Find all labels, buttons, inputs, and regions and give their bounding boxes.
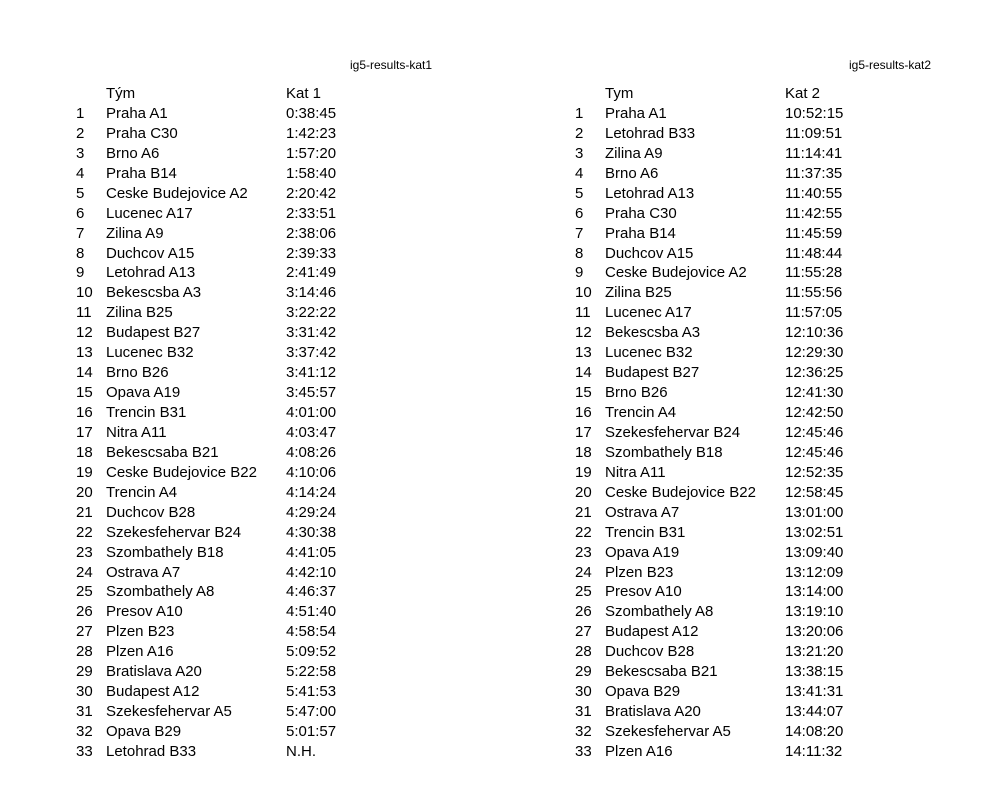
time-cell: 3:22:22: [286, 304, 337, 322]
rank-cell: 3: [76, 144, 85, 162]
time-cell: 12:41:30: [785, 384, 844, 402]
team-cell: Plzen A16: [605, 742, 673, 760]
time-cell: 4:30:38: [286, 523, 337, 541]
team-cell: Lucenec B32: [106, 344, 194, 362]
time-cell: 12:58:45: [785, 483, 844, 501]
time-cell: 11:40:55: [785, 184, 843, 202]
rank-cell: 14: [76, 364, 93, 382]
time-cell: 2:33:51: [286, 204, 337, 222]
time-cell: 5:22:58: [286, 663, 337, 681]
rank-cell: 1: [575, 104, 584, 122]
time-cell: 13:12:09: [785, 563, 844, 581]
time-cell: 3:31:42: [286, 324, 337, 342]
rank-cell: 24: [575, 563, 592, 581]
team-cell: Szekesfehervar A5: [106, 703, 232, 721]
time-cell: 11:45:59: [785, 224, 843, 242]
team-cell: Trencin B31: [605, 523, 686, 541]
time-cell: 2:38:06: [286, 224, 337, 242]
team-cell: Bekescsba A3: [106, 284, 202, 302]
team-cell: Ostrava A7: [605, 503, 680, 521]
rank-cell: 28: [575, 643, 592, 661]
time-cell: 3:45:57: [286, 384, 337, 402]
rank-cell: 21: [76, 503, 93, 521]
time-cell: 13:09:40: [785, 543, 844, 561]
time-cell: 4:03:47: [286, 423, 337, 441]
rank-cell: 25: [76, 583, 93, 601]
rank-cell: 24: [76, 563, 93, 581]
rank-cell: 7: [76, 224, 85, 242]
rank-cell: 26: [575, 603, 592, 621]
rank-cell: 13: [76, 344, 93, 362]
rank-cell: 22: [76, 523, 93, 541]
rank-cell: 4: [575, 164, 584, 182]
team-cell: Bekescsaba B21: [106, 443, 219, 461]
sheet-label-kat1: ig5-results-kat1: [350, 58, 433, 72]
team-cell: Ceske Budejovice A2: [605, 264, 747, 282]
team-cell: Letohrad A13: [106, 264, 196, 282]
rank-cell: 28: [76, 643, 93, 661]
time-cell: 11:55:56: [785, 284, 843, 302]
rank-cell: 9: [76, 264, 85, 282]
team-cell: Opava B29: [106, 723, 182, 740]
team-cell: Praha B14: [605, 224, 676, 242]
time-cell: 11:55:28: [785, 264, 843, 282]
team-cell: Letohrad B33: [106, 742, 197, 760]
rank-cell: 32: [575, 723, 592, 740]
rank-cell: 18: [76, 443, 93, 461]
rank-cell: 25: [575, 583, 592, 601]
time-cell: 4:41:05: [286, 543, 337, 561]
time-cell: 4:14:24: [286, 483, 337, 501]
team-cell: Budapest A12: [605, 623, 699, 641]
time-cell: 12:45:46: [785, 423, 844, 441]
rank-cell: 10: [76, 284, 93, 302]
rank-cell: 5: [76, 184, 85, 202]
rank-cell: 12: [575, 324, 592, 342]
time-cell: 4:29:24: [286, 503, 337, 521]
rank-cell: 33: [575, 742, 592, 760]
time-cell: 13:01:00: [785, 503, 844, 521]
team-cell: Budapest A12: [106, 683, 200, 701]
time-cell: 13:20:06: [785, 623, 844, 641]
team-cell: Nitra A11: [605, 463, 666, 481]
team-cell: Szombathely A8: [605, 603, 714, 621]
team-cell: Ceske Budejovice A2: [106, 184, 248, 202]
team-cell: Plzen B23: [106, 623, 175, 641]
time-cell: 11:09:51: [785, 124, 843, 142]
team-cell: Bratislava A20: [106, 663, 202, 681]
time-cell: 0:38:45: [286, 104, 337, 122]
team-cell: Praha C30: [605, 204, 677, 222]
time-cell: 13:38:15: [785, 663, 844, 681]
time-cell: 14:08:20: [785, 723, 844, 740]
time-cell: 11:57:05: [785, 304, 843, 322]
team-cell: Brno A6: [605, 164, 659, 182]
sheet-label-kat2: ig5-results-kat2: [849, 58, 932, 72]
time-cell: 12:10:36: [785, 324, 844, 342]
team-cell: Opava A19: [106, 384, 181, 402]
rank-cell: 2: [76, 124, 85, 142]
team-cell: Zilina B25: [106, 304, 173, 322]
rank-cell: 11: [575, 304, 591, 322]
rank-cell: 27: [76, 623, 93, 641]
rank-cell: 3: [575, 144, 584, 162]
team-cell: Budapest B27: [106, 324, 201, 342]
team-cell: Brno B26: [106, 364, 169, 382]
team-cell: Bratislava A20: [605, 703, 701, 721]
rank-cell: 17: [76, 423, 93, 441]
team-cell: Opava B29: [605, 683, 681, 701]
rank-cell: 12: [76, 324, 93, 342]
rank-cell: 30: [575, 683, 592, 701]
team-cell: Ceske Budejovice B22: [605, 483, 756, 501]
team-cell: Trencin B31: [106, 404, 187, 421]
time-cell: 12:45:46: [785, 443, 844, 461]
team-cell: Trencin A4: [106, 483, 178, 501]
rank-cell: 2: [575, 124, 584, 142]
time-cell: 4:01:00: [286, 404, 337, 421]
time-cell: 3:37:42: [286, 344, 337, 362]
team-cell: Presov A10: [106, 603, 183, 621]
time-cell: 3:41:12: [286, 364, 337, 382]
time-cell: 1:57:20: [286, 144, 337, 162]
time-cell: 11:42:55: [785, 204, 843, 222]
header-time-cell: Kat 2: [785, 85, 821, 102]
team-cell: Duchcov B28: [106, 503, 196, 521]
header-time-cell: Kat 1: [286, 85, 322, 102]
rank-cell: 23: [575, 543, 592, 561]
team-cell: Duchcov A15: [605, 244, 694, 262]
time-cell: 2:41:49: [286, 264, 337, 282]
team-cell: Praha C30: [106, 124, 178, 142]
time-cell: 4:10:06: [286, 463, 337, 481]
rank-cell: 7: [575, 224, 584, 242]
team-cell: Szekesfehervar B24: [605, 423, 741, 441]
time-cell: 13:44:07: [785, 703, 844, 721]
rank-cell: 32: [76, 723, 93, 740]
team-cell: Plzen A16: [106, 643, 174, 661]
rank-cell: 8: [76, 244, 85, 262]
time-cell: 4:42:10: [286, 563, 337, 581]
team-cell: Ceske Budejovice B22: [106, 463, 257, 481]
rank-cell: 6: [575, 204, 584, 222]
rank-cell: 8: [575, 244, 584, 262]
time-cell: 2:20:42: [286, 184, 337, 202]
rank-cell: 9: [575, 264, 584, 282]
team-cell: Szombathely B18: [106, 543, 224, 561]
time-cell: 2:39:33: [286, 244, 337, 262]
rank-cell: 29: [76, 663, 93, 681]
rank-cell: 5: [575, 184, 584, 202]
time-cell: 3:14:46: [286, 284, 337, 302]
rank-cell: 16: [575, 404, 592, 421]
team-cell: Praha A1: [106, 104, 168, 122]
time-cell: 12:42:50: [785, 404, 844, 421]
rank-cell: 10: [575, 284, 592, 302]
team-cell: Szombathely B18: [605, 443, 723, 461]
team-cell: Duchcov A15: [106, 244, 195, 262]
team-cell: Presov A10: [605, 583, 682, 601]
team-cell: Szekesfehervar B24: [106, 523, 242, 541]
team-cell: Trencin A4: [605, 404, 677, 421]
header-team-cell: Tym: [605, 85, 634, 102]
team-cell: Letohrad B33: [605, 124, 696, 142]
time-cell: 1:58:40: [286, 164, 337, 182]
rank-cell: 19: [575, 463, 592, 481]
time-cell: 5:01:57: [286, 723, 337, 740]
rank-cell: 20: [76, 483, 93, 501]
rank-cell: 14: [575, 364, 592, 382]
team-cell: Ostrava A7: [106, 563, 181, 581]
rank-cell: 11: [76, 304, 92, 322]
team-cell: Lucenec A17: [106, 204, 193, 222]
time-cell: 10:52:15: [785, 104, 844, 122]
time-cell: 4:58:54: [286, 623, 337, 641]
rank-cell: 18: [575, 443, 592, 461]
time-cell: 12:36:25: [785, 364, 844, 382]
time-cell: 11:14:41: [785, 144, 843, 162]
team-cell: Opava A19: [605, 543, 680, 561]
time-cell: 5:47:00: [286, 703, 337, 721]
time-cell: 13:14:00: [785, 583, 844, 601]
time-cell: N.H.: [286, 742, 316, 760]
team-cell: Brno B26: [605, 384, 668, 402]
time-cell: 13:02:51: [785, 523, 844, 541]
rank-cell: 20: [575, 483, 592, 501]
rank-cell: 26: [76, 603, 93, 621]
team-cell: Duchcov B28: [605, 643, 695, 661]
team-cell: Praha A1: [605, 104, 667, 122]
rank-cell: 16: [76, 404, 93, 421]
rank-cell: 6: [76, 204, 85, 222]
team-cell: Plzen B23: [605, 563, 674, 581]
time-cell: 13:19:10: [785, 603, 844, 621]
rank-cell: 23: [76, 543, 93, 561]
team-cell: Lucenec A17: [605, 304, 692, 322]
team-cell: Lucenec B32: [605, 344, 693, 362]
time-cell: 5:41:53: [286, 683, 337, 701]
team-cell: Budapest B27: [605, 364, 700, 382]
time-cell: 5:09:52: [286, 643, 337, 661]
time-cell: 1:42:23: [286, 124, 337, 142]
rank-cell: 15: [575, 384, 592, 402]
rank-cell: 13: [575, 344, 592, 362]
team-cell: Letohrad A13: [605, 184, 695, 202]
team-cell: Bekescsaba B21: [605, 663, 718, 681]
time-cell: 12:29:30: [785, 344, 844, 362]
rank-cell: 4: [76, 164, 85, 182]
time-cell: 14:11:32: [785, 742, 843, 760]
header-team-cell: Tým: [106, 85, 136, 102]
rank-cell: 17: [575, 423, 592, 441]
team-cell: Brno A6: [106, 144, 160, 162]
time-cell: 13:41:31: [785, 683, 844, 701]
team-cell: Zilina B25: [605, 284, 672, 302]
rank-cell: 1: [76, 104, 85, 122]
rank-cell: 31: [76, 703, 93, 721]
time-cell: 11:37:35: [785, 164, 843, 182]
time-cell: 4:51:40: [286, 603, 337, 621]
team-cell: Praha B14: [106, 164, 177, 182]
team-cell: Nitra A11: [106, 423, 167, 441]
rank-cell: 29: [575, 663, 592, 681]
rank-cell: 19: [76, 463, 93, 481]
rank-cell: 15: [76, 384, 93, 402]
rank-cell: 21: [575, 503, 592, 521]
time-cell: 4:46:37: [286, 583, 337, 601]
time-cell: 4:08:26: [286, 443, 337, 461]
team-cell: Szekesfehervar A5: [605, 723, 731, 740]
rank-cell: 33: [76, 742, 93, 760]
rank-cell: 30: [76, 683, 93, 701]
time-cell: 13:21:20: [785, 643, 844, 661]
time-cell: 11:48:44: [785, 244, 843, 262]
time-cell: 12:52:35: [785, 463, 844, 481]
rank-cell: 31: [575, 703, 592, 721]
team-cell: Zilina A9: [106, 224, 164, 242]
team-cell: Zilina A9: [605, 144, 663, 162]
team-cell: Szombathely A8: [106, 583, 215, 601]
rank-cell: 22: [575, 523, 592, 541]
team-cell: Bekescsba A3: [605, 324, 701, 342]
rank-cell: 27: [575, 623, 592, 641]
